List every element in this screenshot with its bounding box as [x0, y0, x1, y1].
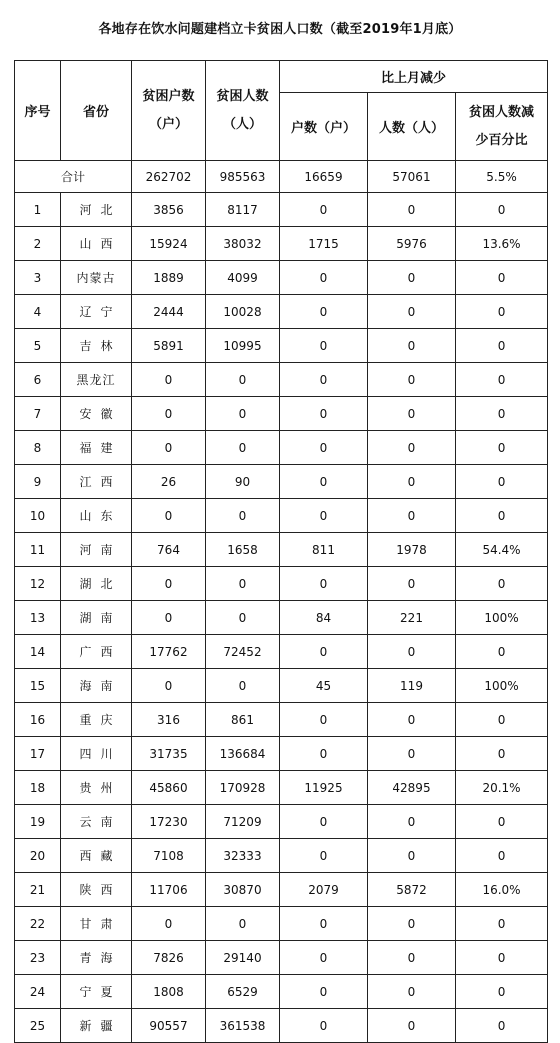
row-dec-people: 0: [368, 737, 456, 771]
row-dec-percent: 0: [456, 975, 548, 1009]
row-dec-households: 0: [280, 465, 368, 499]
row-households: 1889: [132, 261, 206, 295]
row-province: 黑龙江: [61, 363, 132, 397]
table-row: [15, 941, 548, 975]
row-dec-households: 0: [280, 805, 368, 839]
row-dec-people: 5976: [368, 227, 456, 261]
table-row: [15, 465, 548, 499]
total-households: 262702: [132, 161, 206, 193]
table-row: [15, 1009, 548, 1043]
row-dec-percent: 0: [456, 1009, 548, 1043]
row-dec-people: 0: [368, 295, 456, 329]
document-title: 各地存在饮水问题建档立卡贫困人口数（截至2019年1月底）: [98, 22, 462, 37]
header-dec-people: 人数（人）: [368, 93, 456, 161]
row-dec-households: 0: [280, 431, 368, 465]
row-people: 136684: [206, 737, 280, 771]
table-row: [15, 363, 548, 397]
row-dec-households: 0: [280, 397, 368, 431]
total-label: 合计: [15, 161, 132, 193]
row-people: 38032: [206, 227, 280, 261]
row-dec-households: 0: [280, 703, 368, 737]
row-province: 西藏: [61, 839, 132, 873]
row-province: 江西: [61, 465, 132, 499]
row-index: 23: [15, 941, 61, 975]
row-dec-households: 0: [280, 839, 368, 873]
row-index: 14: [15, 635, 61, 669]
row-people: 0: [206, 431, 280, 465]
row-people: 1658: [206, 533, 280, 567]
row-dec-people: 0: [368, 567, 456, 601]
table-row: [15, 805, 548, 839]
row-households: 764: [132, 533, 206, 567]
row-dec-households: 84: [280, 601, 368, 635]
row-dec-percent: 0: [456, 907, 548, 941]
row-dec-people: 0: [368, 635, 456, 669]
row-dec-households: 2079: [280, 873, 368, 907]
row-dec-percent: 0: [456, 737, 548, 771]
row-dec-people: 1978: [368, 533, 456, 567]
row-households: 2444: [132, 295, 206, 329]
row-dec-households: 1715: [280, 227, 368, 261]
row-dec-percent: 0: [456, 499, 548, 533]
row-dec-households: 811: [280, 533, 368, 567]
table-row: [15, 533, 548, 567]
row-dec-percent: 20.1%: [456, 771, 548, 805]
row-people: 0: [206, 499, 280, 533]
row-people: 861: [206, 703, 280, 737]
row-dec-people: 0: [368, 975, 456, 1009]
row-dec-people: 0: [368, 703, 456, 737]
poverty-water-table: [14, 60, 548, 1043]
row-dec-percent: 0: [456, 295, 548, 329]
row-dec-households: 0: [280, 567, 368, 601]
row-index: 19: [15, 805, 61, 839]
row-dec-people: 0: [368, 805, 456, 839]
row-dec-percent: 0: [456, 839, 548, 873]
row-index: 18: [15, 771, 61, 805]
row-province: 山西: [61, 227, 132, 261]
row-province: 青海: [61, 941, 132, 975]
row-index: 16: [15, 703, 61, 737]
table-row: [15, 635, 548, 669]
row-province: 重庆: [61, 703, 132, 737]
row-province: 湖南: [61, 601, 132, 635]
table-row: [15, 907, 548, 941]
header-people: [206, 61, 280, 161]
row-people: 6529: [206, 975, 280, 1009]
table-row: [15, 227, 548, 261]
row-households: 0: [132, 499, 206, 533]
row-dec-percent: 0: [456, 635, 548, 669]
row-households: 1808: [132, 975, 206, 1009]
row-dec-households: 0: [280, 737, 368, 771]
row-households: 3856: [132, 193, 206, 227]
row-households: 31735: [132, 737, 206, 771]
row-dec-people: 0: [368, 431, 456, 465]
row-index: 25: [15, 1009, 61, 1043]
row-index: 22: [15, 907, 61, 941]
row-province: 山东: [61, 499, 132, 533]
row-households: 90557: [132, 1009, 206, 1043]
row-province: 湖北: [61, 567, 132, 601]
row-households: 0: [132, 907, 206, 941]
row-dec-households: 0: [280, 329, 368, 363]
row-dec-percent: 100%: [456, 669, 548, 703]
row-index: 8: [15, 431, 61, 465]
row-index: 2: [15, 227, 61, 261]
row-index: 15: [15, 669, 61, 703]
row-dec-percent: 16.0%: [456, 873, 548, 907]
row-province: 海南: [61, 669, 132, 703]
header-people-line2: （人）: [222, 116, 262, 132]
row-dec-households: 0: [280, 193, 368, 227]
row-dec-percent: 0: [456, 261, 548, 295]
row-people: 72452: [206, 635, 280, 669]
row-index: 20: [15, 839, 61, 873]
total-dec-people: 57061: [368, 161, 456, 193]
header-households-line2: （户）: [148, 116, 188, 132]
row-households: 316: [132, 703, 206, 737]
row-dec-percent: 100%: [456, 601, 548, 635]
row-dec-households: 0: [280, 261, 368, 295]
row-people: 0: [206, 363, 280, 397]
header-dec-percent-line1: 贫困人数减: [469, 104, 535, 120]
row-province: 福建: [61, 431, 132, 465]
table-row: [15, 397, 548, 431]
row-index: 10: [15, 499, 61, 533]
row-dec-people: 221: [368, 601, 456, 635]
row-index: 24: [15, 975, 61, 1009]
row-dec-people: 0: [368, 329, 456, 363]
header-decrease-group: 比上月减少: [280, 61, 548, 93]
row-dec-households: 0: [280, 499, 368, 533]
row-people: 10028: [206, 295, 280, 329]
header-index: 序号: [15, 61, 61, 161]
header-people-line1: 贫困人数: [216, 88, 269, 104]
row-province: 吉林: [61, 329, 132, 363]
table-row: [15, 771, 548, 805]
row-dec-households: 0: [280, 363, 368, 397]
row-households: 17762: [132, 635, 206, 669]
row-dec-households: 11925: [280, 771, 368, 805]
table-row: [15, 329, 548, 363]
row-people: 90: [206, 465, 280, 499]
table-row: [15, 431, 548, 465]
row-households: 0: [132, 669, 206, 703]
row-province: 内蒙古: [61, 261, 132, 295]
row-people: 29140: [206, 941, 280, 975]
row-dec-percent: 0: [456, 431, 548, 465]
row-people: 10995: [206, 329, 280, 363]
table-row: [15, 873, 548, 907]
table-row: [15, 601, 548, 635]
row-dec-percent: 0: [456, 567, 548, 601]
row-people: 4099: [206, 261, 280, 295]
row-province: 辽宁: [61, 295, 132, 329]
row-dec-households: 0: [280, 1009, 368, 1043]
row-dec-people: 0: [368, 193, 456, 227]
table-row: [15, 737, 548, 771]
row-index: 21: [15, 873, 61, 907]
row-dec-percent: 0: [456, 703, 548, 737]
row-households: 7108: [132, 839, 206, 873]
row-dec-percent: 0: [456, 193, 548, 227]
row-households: 0: [132, 431, 206, 465]
header-dec-percent: [456, 93, 548, 161]
row-dec-people: 0: [368, 941, 456, 975]
row-people: 170928: [206, 771, 280, 805]
row-households: 26: [132, 465, 206, 499]
row-people: 361538: [206, 1009, 280, 1043]
row-province: 贵州: [61, 771, 132, 805]
table-row: [15, 499, 548, 533]
row-dec-percent: 0: [456, 397, 548, 431]
header-province: 省份: [61, 61, 132, 161]
row-dec-percent: 0: [456, 329, 548, 363]
row-people: 8117: [206, 193, 280, 227]
row-index: 12: [15, 567, 61, 601]
row-households: 45860: [132, 771, 206, 805]
row-dec-people: 0: [368, 465, 456, 499]
table-row: [15, 193, 548, 227]
row-dec-people: 119: [368, 669, 456, 703]
header-households-line1: 贫困户数: [142, 88, 195, 104]
table-row: [15, 669, 548, 703]
row-households: 7826: [132, 941, 206, 975]
row-index: 3: [15, 261, 61, 295]
row-people: 71209: [206, 805, 280, 839]
row-households: 11706: [132, 873, 206, 907]
header-households: [132, 61, 206, 161]
row-households: 0: [132, 363, 206, 397]
table-row: [15, 295, 548, 329]
row-province: 陕西: [61, 873, 132, 907]
row-province: 云南: [61, 805, 132, 839]
header-dec-percent-line2: 少百分比: [475, 132, 528, 148]
row-dec-people: 0: [368, 1009, 456, 1043]
row-households: 5891: [132, 329, 206, 363]
row-index: 7: [15, 397, 61, 431]
row-dec-households: 0: [280, 907, 368, 941]
row-people: 32333: [206, 839, 280, 873]
row-households: 15924: [132, 227, 206, 261]
row-dec-percent: 0: [456, 941, 548, 975]
row-dec-people: 0: [368, 499, 456, 533]
row-dec-percent: 54.4%: [456, 533, 548, 567]
total-dec-percent: 5.5%: [456, 161, 548, 193]
row-people: 0: [206, 397, 280, 431]
total-dec-households: 16659: [280, 161, 368, 193]
row-dec-percent: 0: [456, 363, 548, 397]
table-row: [15, 839, 548, 873]
row-province: 四川: [61, 737, 132, 771]
table-row: [15, 975, 548, 1009]
row-dec-households: 45: [280, 669, 368, 703]
row-dec-people: 0: [368, 261, 456, 295]
row-dec-households: 0: [280, 975, 368, 1009]
row-index: 6: [15, 363, 61, 397]
row-dec-percent: 13.6%: [456, 227, 548, 261]
row-province: 宁夏: [61, 975, 132, 1009]
table-row: [15, 703, 548, 737]
row-index: 5: [15, 329, 61, 363]
total-people: 985563: [206, 161, 280, 193]
row-people: 30870: [206, 873, 280, 907]
row-index: 13: [15, 601, 61, 635]
row-households: 0: [132, 397, 206, 431]
row-households: 0: [132, 601, 206, 635]
row-dec-percent: 0: [456, 805, 548, 839]
header-dec-households: 户数（户）: [280, 93, 368, 161]
row-households: 17230: [132, 805, 206, 839]
row-dec-people: 0: [368, 363, 456, 397]
row-index: 17: [15, 737, 61, 771]
row-dec-households: 0: [280, 295, 368, 329]
row-province: 河北: [61, 193, 132, 227]
row-people: 0: [206, 907, 280, 941]
row-dec-percent: 0: [456, 465, 548, 499]
row-province: 新疆: [61, 1009, 132, 1043]
row-index: 11: [15, 533, 61, 567]
row-households: 0: [132, 567, 206, 601]
row-dec-people: 0: [368, 907, 456, 941]
row-dec-people: 0: [368, 397, 456, 431]
row-dec-people: 0: [368, 839, 456, 873]
row-dec-people: 42895: [368, 771, 456, 805]
row-index: 9: [15, 465, 61, 499]
table-row: [15, 567, 548, 601]
table-row: [15, 261, 548, 295]
row-province: 广西: [61, 635, 132, 669]
row-people: 0: [206, 567, 280, 601]
row-people: 0: [206, 669, 280, 703]
total-row: [15, 161, 548, 193]
row-dec-households: 0: [280, 635, 368, 669]
row-province: 河南: [61, 533, 132, 567]
row-dec-people: 5872: [368, 873, 456, 907]
row-province: 安徽: [61, 397, 132, 431]
row-dec-households: 0: [280, 941, 368, 975]
row-people: 0: [206, 601, 280, 635]
row-province: 甘肃: [61, 907, 132, 941]
row-index: 4: [15, 295, 61, 329]
row-index: 1: [15, 193, 61, 227]
